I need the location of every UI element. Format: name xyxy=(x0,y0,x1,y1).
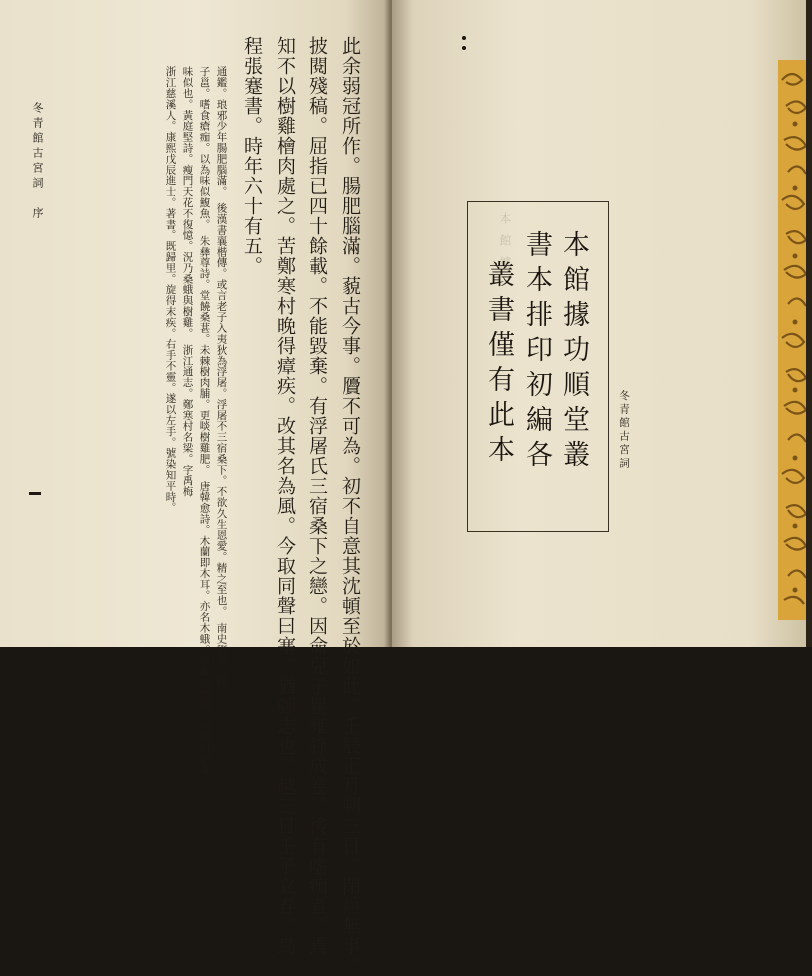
preface-column: 知不以樹雞檜肉處之。苦鄭寒村晚得瘴疾。改其名為風。今取同聲曰塞。猶鄭志也。越三日壬子立春。烏 xyxy=(274,36,296,956)
colophon-column: 本館據功順堂叢 xyxy=(558,230,589,475)
show-through-print: 本館據 xyxy=(498,212,512,278)
preface-column: 程張蹇書。時年六十有五。 xyxy=(241,36,263,276)
annotation-column: 子邕。嗜食瘡痂。以為味似鰒魚。 朱彝尊詩。堂饒桑葚。未棘樹肉脯。更啖樹雞肥。 唐韓愈詩。木蘭即木耳。亦名木蛾。樹雞為檜菌。檜肉曰樹雞 xyxy=(198,66,211,775)
preface-column: 披閱殘稿。屈指已四十餘載。不能毀棄。有浮屠氏三宿桑下之戀。因命兒子瞿雍錄成卷。後有嗜痂者。焉 xyxy=(306,36,328,956)
annotation-column: 通鑑。琅邪少年腸肥腦滿。 後漢書襄楷傳。或言老子入夷狄為浮屠。浮屠不三宿桑下。不欲久生恩愛。精之至也。 南史劉穆之傳 xyxy=(215,66,228,688)
colophon-box xyxy=(467,201,609,532)
margin-title: 冬青館古宮詞 序 xyxy=(31,102,44,222)
left-page xyxy=(0,0,392,976)
colophon-column: 書本排印初編各 xyxy=(521,230,552,475)
annotation-column: 味似也。黃庭堅詩。瘦門天花不復憶。況乃桑蛾與樹雞。 浙江通志。鄭寒村名梁。字禹梅 xyxy=(181,66,194,497)
page-number-mark xyxy=(29,492,41,495)
ink-dots xyxy=(460,36,468,52)
right-margin-title: 冬青館古宮詞 xyxy=(618,390,630,471)
page-edge-shadow xyxy=(806,0,812,647)
colophon-column: 叢書僅有此本 xyxy=(483,260,514,470)
preface-column: 此余弱冠所作。腸肥腦滿。藐古今事。贗不可為。初不自意其沈頓至於如此。壬辰正月朔三日。閉戶無事。 xyxy=(339,36,361,976)
annotation-column: 浙江慈溪人。康熙戊辰進士。著書。既歸里。旋得末疾。右手不靈。遂以左手。號染知平時。 xyxy=(164,66,177,513)
